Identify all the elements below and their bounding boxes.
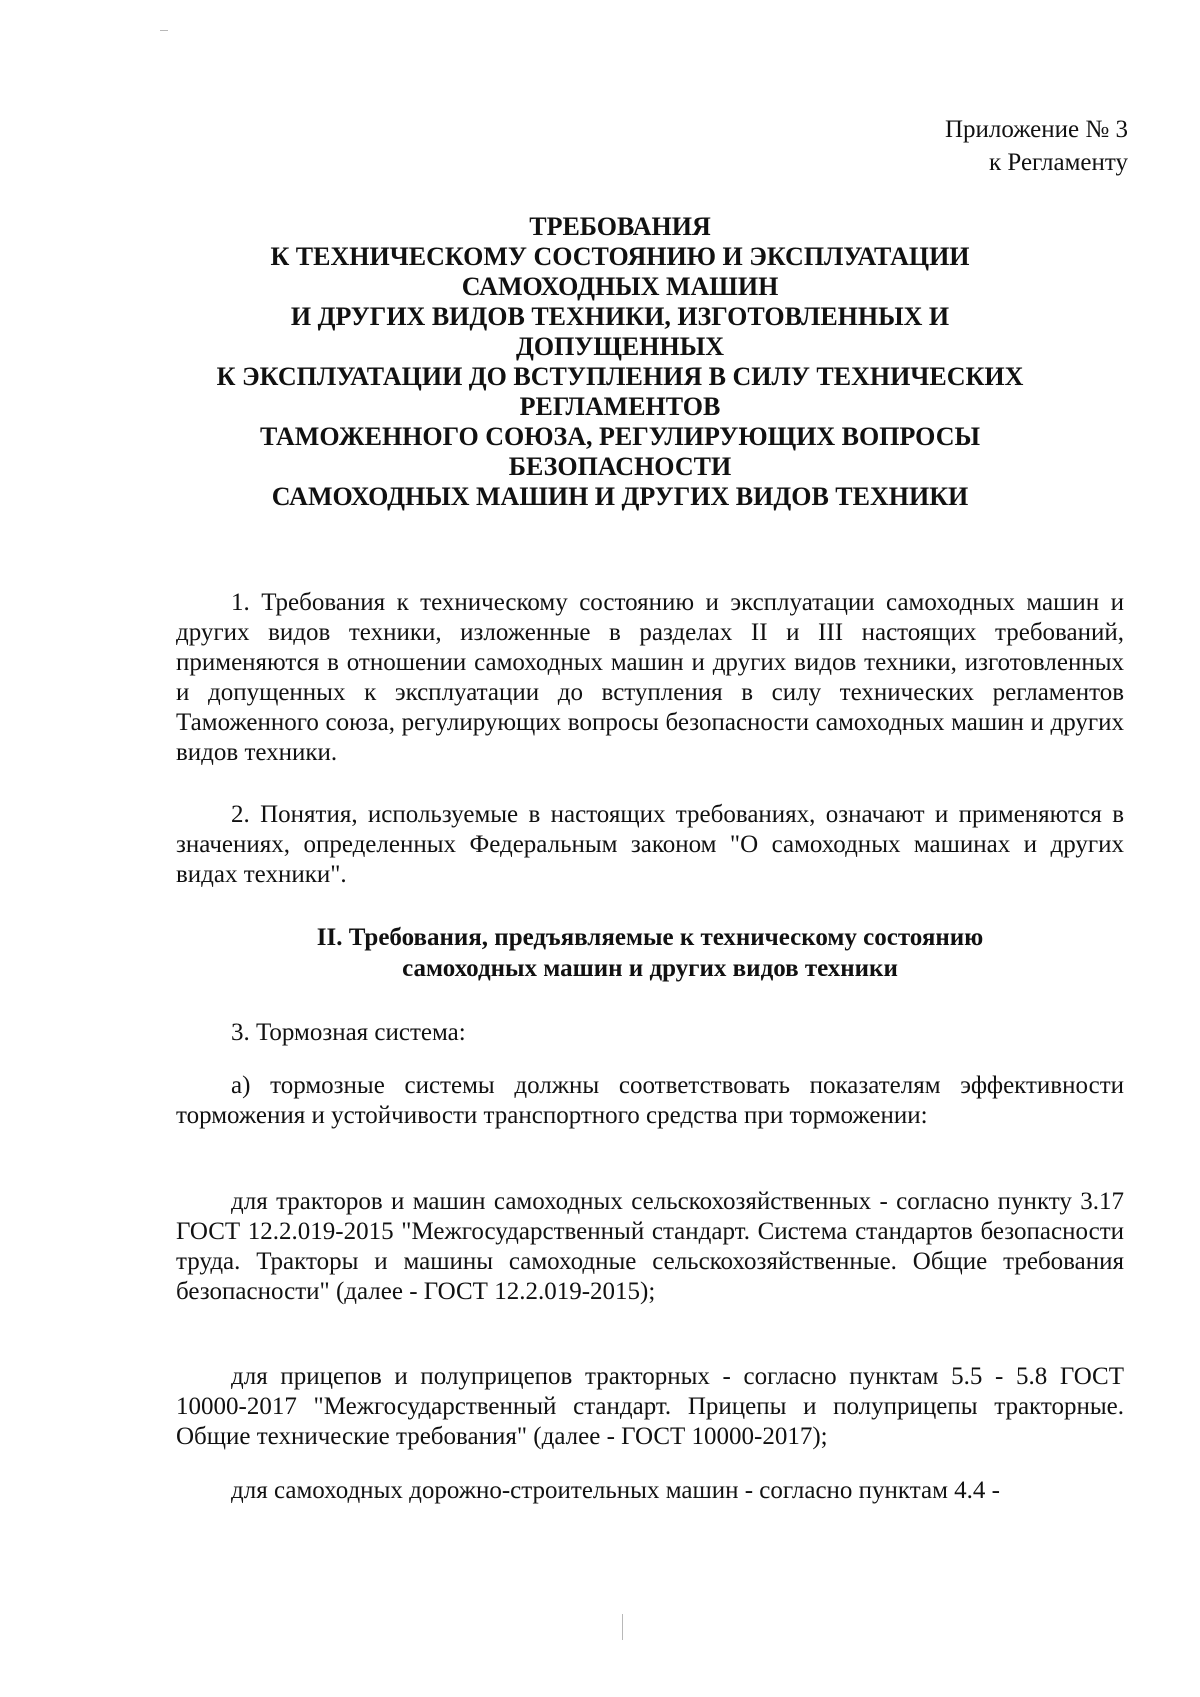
title-line: ТАМОЖЕННОГО СОЮЗА, РЕГУЛИРУЮЩИХ ВОПРОСЫ xyxy=(259,422,981,451)
paragraph-text: 1. Требования к техническому состоянию и эксплуатации самоходных машин и других видов техники, изложенные в разделах II и III настоящих требований, применяются в отношении самоходных машин и других видов техники, изготовленных и допущенных к эксплуатации до вступления в силу технических регламентов Таможенного союза, регулирующих вопросы безопасности самоходных машин и других видов техники. xyxy=(176,589,1124,766)
paragraph-1 xyxy=(176,588,1124,768)
appendix-regulation: к Регламенту xyxy=(988,149,1128,176)
section-2-heading xyxy=(176,922,1124,984)
paragraph-text: 2. Понятия, используемые в настоящих требованиях, означают и применяются в значениях, определенных Федеральным законом "О самоходных машинах и других видах техники". xyxy=(176,801,1124,888)
paragraph-2 xyxy=(176,800,1124,890)
title-line: К ТЕХНИЧЕСКОМУ СОСТОЯНИЮ И ЭКСПЛУАТАЦИИ xyxy=(270,242,970,271)
paragraph-3a xyxy=(176,1071,1124,1131)
title-line: САМОХОДНЫХ МАШИН И ДРУГИХ ВИДОВ ТЕХНИКИ xyxy=(271,482,969,511)
paragraph-3 xyxy=(176,1018,1124,1048)
title-line: ТРЕБОВАНИЯ xyxy=(529,212,711,241)
appendix-number: Приложение № 3 xyxy=(944,116,1128,143)
paragraph-tractors xyxy=(176,1187,1124,1307)
title-line: ДОПУЩЕННЫХ xyxy=(515,332,725,361)
paragraph-trailers xyxy=(176,1362,1124,1452)
title-line: БЕЗОПАСНОСТИ xyxy=(508,452,732,481)
section-heading-line: самоходных машин и других видов техники xyxy=(402,955,898,982)
scan-mark xyxy=(160,30,168,31)
paragraph-road-machines xyxy=(176,1476,1124,1506)
scan-mark xyxy=(622,1614,623,1640)
appendix-reference xyxy=(945,113,1128,179)
paragraph-text: для самоходных дорожно-строительных машин - согласно пунктам 4.4 - xyxy=(231,1477,1000,1504)
paragraph-text: для прицепов и полуприцепов тракторных - согласно пунктам 5.5 - 5.8 ГОСТ 10000-2017 "Межгосударственный стандарт. Прицепы и полуприцепы тракторные. Общие технические требования" (далее - ГОСТ 10000-2017); xyxy=(176,1363,1124,1450)
document-title xyxy=(150,212,1090,512)
paragraph-text: для тракторов и машин самоходных сельскохозяйственных - согласно пункту 3.17 ГОСТ 12.2.019-2015 "Межгосударственный стандарт. Система стандартов безопасности труда. Тракторы и машины самоходные сельскохозяйственные. Общие требования безопасности" (далее - ГОСТ 12.2.019-2015); xyxy=(176,1188,1124,1305)
title-line: РЕГЛАМЕНТОВ xyxy=(519,392,721,421)
paragraph-text: а) тормозные системы должны соответствовать показателям эффективности торможения и устойчивости транспортного средства при торможении: xyxy=(176,1072,1124,1129)
paragraph-text: 3. Тормозная система: xyxy=(231,1019,466,1046)
section-heading-line: II. Требования, предъявляемые к техническому состоянию xyxy=(316,924,984,951)
title-line: САМОХОДНЫХ МАШИН xyxy=(461,272,779,301)
title-line: И ДРУГИХ ВИДОВ ТЕХНИКИ, ИЗГОТОВЛЕННЫХ И xyxy=(290,302,950,331)
title-line: К ЭКСПЛУАТАЦИИ ДО ВСТУПЛЕНИЯ В СИЛУ ТЕХНИЧЕСКИХ xyxy=(216,362,1024,391)
